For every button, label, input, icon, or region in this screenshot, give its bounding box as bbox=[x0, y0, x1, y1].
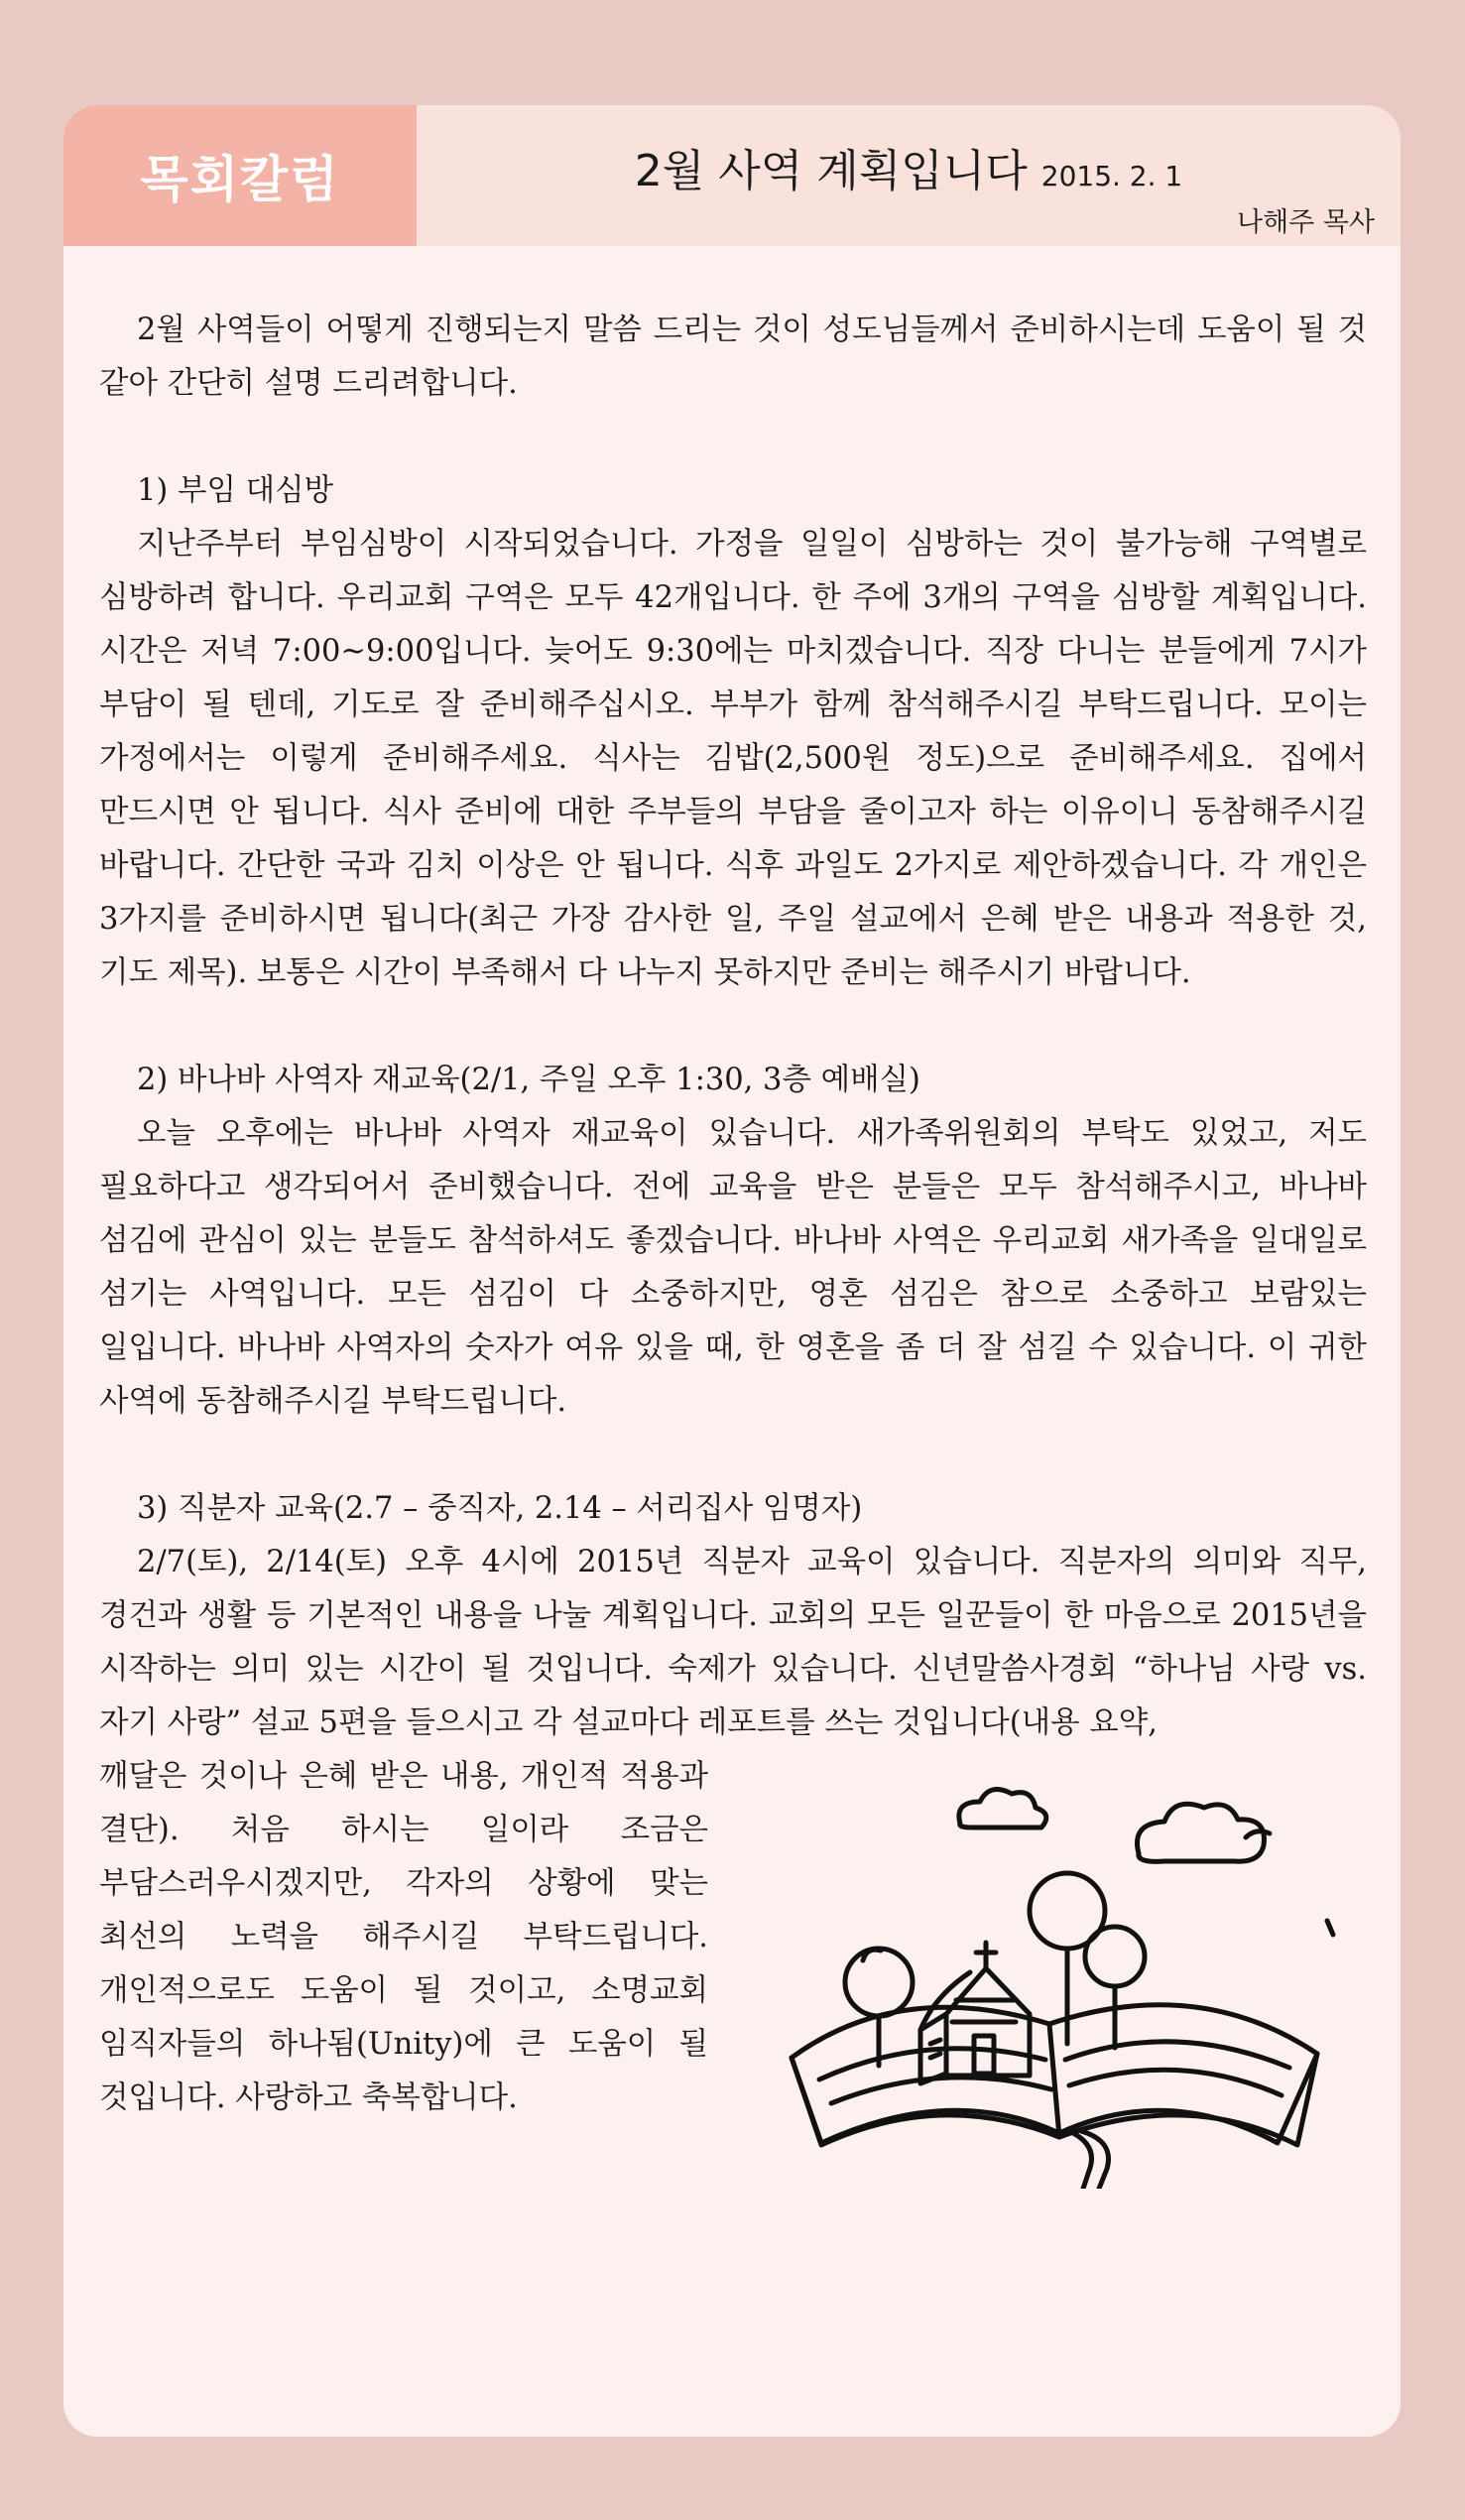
column-label: 목회칼럼 bbox=[140, 151, 340, 208]
spacer bbox=[99, 1000, 1367, 1054]
spacer bbox=[99, 1429, 1367, 1482]
section-3-heading: 3) 직분자 교육(2.7 – 중직자, 2.14 – 서리집사 임명자) bbox=[137, 1491, 863, 1526]
author-name: 나해주 목사 bbox=[1237, 207, 1375, 238]
column-card bbox=[63, 105, 1401, 2437]
section-1-heading: 1) 부임 대심방 bbox=[137, 473, 334, 508]
church-book-icon bbox=[772, 1762, 1357, 2189]
column-body bbox=[99, 304, 1367, 2203]
column-label-box bbox=[63, 105, 417, 246]
column-header bbox=[63, 105, 1401, 246]
section-1-body: 지난주부터 부임심방이 시작되었습니다. 가정을 일일이 심방하는 것이 불가능해 구역별로 심방하려 합니다. 우리교회 구역은 모두 42개입니다. 한 주에 3개의 구역을 심방할 계획입니다. 시간은 저녁 7:00~9:00입니다. 늦어도 9:30에는 마치겠습니다. 직장 다니는 분들에게 7시가 부담이 될 텐데, 기도로 잘 준비해주십시오. 부부가 함께 참석해주시길 부탁드립니다. 모이는 가정에서는 이렇게 준비해주세요. 식사는 김밥(2,500원 정도)으로 준비해주세요. 집에서 만드시면 안 됩니다. 식사 준비에 대한 주부들의 부담을 줄이고자 하는 이유이니 동참해주시길 바랍니다. 간단한 국과 김치 이상은 안 됩니다. 식후 과일도 2가지로 제안하겠습니다. 각 개인은 3가지를 준비하시면 됩니다(최근 가장 감사한 일, 주일 설교에서 은혜 받은 내용과 적용한 것, 기도 제목). 보통은 시간이 부족해서 다 나누지 못하지만 준비는 해주시기 바랍니다. bbox=[99, 527, 1367, 990]
page-title: 2월 사역 계획입니다 bbox=[634, 146, 1028, 196]
publish-date: 2015. 2. 1 bbox=[1040, 160, 1183, 192]
section-3-body: 2/7(토), 2/14(토) 오후 4시에 2015년 직분자 교육이 있습니다. 직분자의 의미와 직무, 경건과 생활 등 기본적인 내용을 나눌 계획입니다. 교회의 모든 일꾼들이 한 마음으로 2015년을 시작하는 의미 있는 시간이 될 것입니다. 숙제가 있습니다. 신년말씀사경회 “하나님 사랑 vs. 자기 사랑” 설교 5편을 들으시고 각 설교마다 레포트를 쓰는 것입니다(내용 요약, bbox=[99, 1545, 1367, 1740]
intro-paragraph: 2월 사역들이 어떻게 진행되는지 말씀 드리는 것이 성도님들께서 준비하시는데 도움이 될 것 같아 간단히 설명 드리려합니다. bbox=[99, 313, 1367, 401]
church-on-open-book-illustration bbox=[732, 1750, 1367, 2203]
title-line bbox=[417, 135, 1401, 198]
spacer bbox=[99, 411, 1367, 464]
section-3-body-continued: 깨달은 것이나 은혜 받은 내용, 개인적 적용과 결단). 처음 하시는 일이라 조금은 부담스러우시겠지만, 각자의 상황에 맞는 최선의 노력을 해주시길 부탁드립니다. 개인적으로도 도움이 될 것이고, 소명교회 임직자들의 하나됨(Unity)에 큰 도움이 될 것입니다. 사랑하고 축복합니다. bbox=[99, 1759, 708, 2115]
section-2-body: 오늘 오후에는 바나바 사역자 재교육이 있습니다. 새가족위원회의 부탁도 있었고, 저도 필요하다고 생각되어서 준비했습니다. 전에 교육을 받은 분들은 모두 참석해주시고, 바나바 섬김에 관심이 있는 분들도 참석하셔도 좋겠습니다. 바나바 사역은 우리교회 새가족을 일대일로 섬기는 사역입니다. 모든 섬김이 다 소중하지만, 영혼 섬김은 참으로 소중하고 보람있는 일입니다. 바나바 사역자의 숫자가 여유 있을 때, 한 영혼을 좀 더 잘 섬길 수 있습니다. 이 귀한 사역에 동참해주시길 부탁드립니다. bbox=[99, 1116, 1367, 1419]
section-2-heading: 2) 바나바 사역자 재교육(2/1, 주일 오후 1:30, 3층 예배실) bbox=[137, 1063, 920, 1097]
